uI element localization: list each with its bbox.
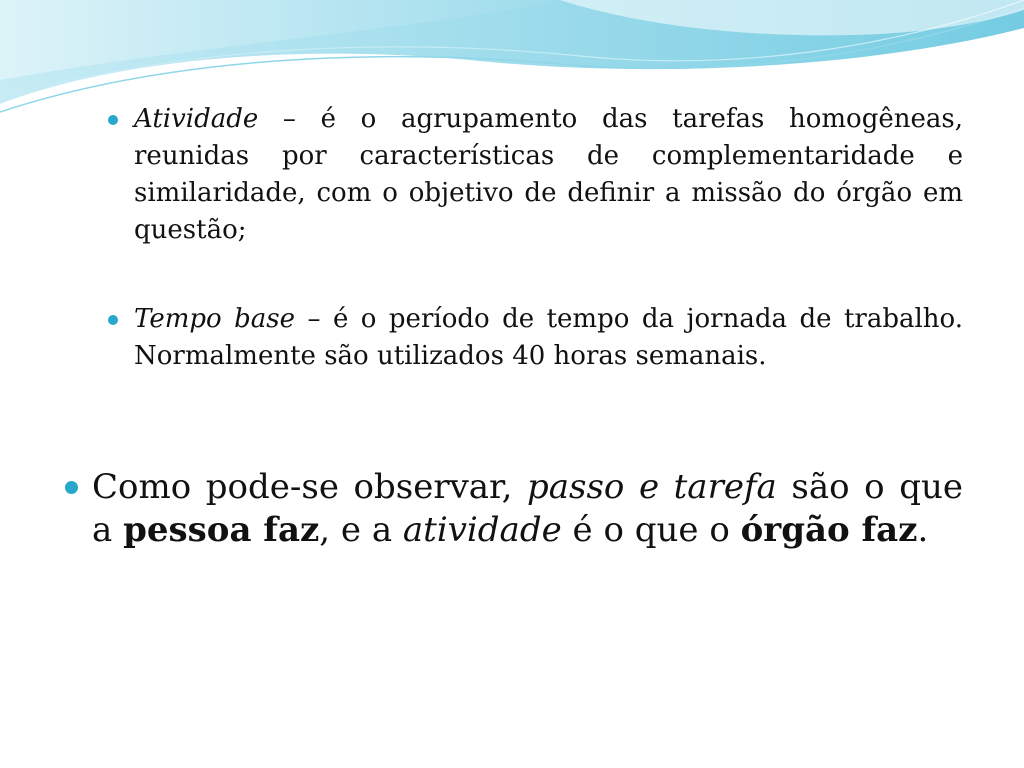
bullet-conclusion	[92, 466, 963, 552]
conclusion-strong-orgao-faz: órgão faz	[740, 510, 918, 550]
definition-atividade: – é o agrupamento das tarefas homogêneas, reunidas por características de complementaridade e similaridade, com o objetivo de definir a missão do órgão em questão;	[134, 104, 963, 245]
term-atividade: Atividade	[134, 104, 259, 134]
conclusion-emph-passo-tarefa: passo e tarefa	[526, 467, 777, 507]
conclusion-text-2: são o que a	[92, 467, 963, 550]
definition-tempo-base: – é o período de tempo da jornada de trabalho. Normalmente são utilizados 40 horas semanais.	[134, 304, 963, 371]
conclusion-text-4: é o que o	[561, 510, 741, 550]
bullet-atividade	[134, 101, 963, 249]
bullet-dot-icon	[108, 115, 118, 125]
bullet-dot-icon	[65, 481, 78, 494]
bullet-tempo-base	[134, 301, 963, 375]
conclusion-strong-pessoa-faz: pessoa faz	[123, 510, 320, 550]
conclusion-text-5: .	[917, 510, 929, 550]
bullet-dot-icon	[108, 315, 118, 325]
conclusion-emph-atividade: atividade	[402, 510, 562, 550]
conclusion-text-1: Como pode-se observar,	[92, 467, 527, 507]
term-tempo-base: Tempo base	[134, 304, 296, 334]
conclusion-text-3: , e a	[319, 510, 403, 550]
